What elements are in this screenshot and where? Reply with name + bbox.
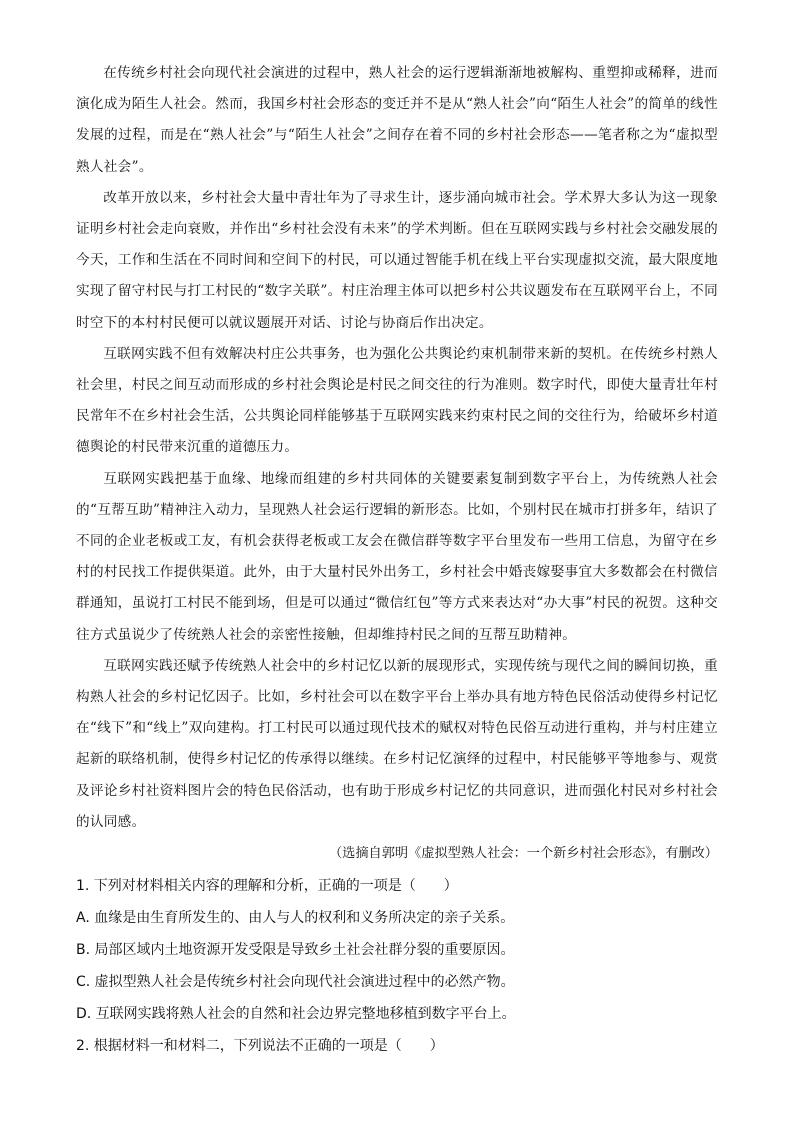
article-paragraph-3: 互联网实践不但有效解决村庄公共事务，也为强化公共舆论约束机制带来新的契机。在传统乡村熟人社会里，村民之间互动而形成的乡村社会舆论是村民之间交往的行为准则。数字时代，即使大量青壮年村民常年不在乡村社会生活，公共舆论同样能够基于互联网实践来约束村民之间的交往行为，给破坏乡村道德舆论的村民带来沉重的道德压力。	[76, 345, 718, 456]
question-1-stem: 1. 下列对材料相关内容的理解和分析，正确的一项是（ ）	[76, 878, 458, 894]
article-source: （选摘自郭明《虚拟型熟人社会：一个新乡村社会形态》，有删改）	[328, 846, 718, 862]
question-section	[76, 870, 718, 1062]
article-body	[76, 58, 718, 869]
article-paragraph-4: 互联网实践把基于血缘、地缘而组建的乡村共同体的关键要素复制到数字平台上，为传统熟人社会的“互帮互助”精神注入动力，呈现熟人社会运行逻辑的新形态。比如，个别村民在城市打拼多年，结识了不同的企业老板或工友，有机会获得老板或工友会在微信群等数字平台里发布一些用工信息，为留守在乡村的村民找工作提供渠道。此外，由于大量村民外出务工，乡村社会中婚丧嫁娶事宜大多数都会在村微信群通知，虽说打工村民不能到场，但是可以通过“微信红包”等方式来表达对“办大事”村民的祝贺。这种交往方式虽说少了传统熟人社会的亲密性接触，但却维持村民之间的互帮互助精神。	[76, 470, 718, 643]
question-1-option-a: A. 血缘是由生育所发生的、由人与人的权利和义务所决定的亲子关系。	[76, 910, 515, 926]
article-paragraph-5: 互联网实践还赋予传统熟人社会中的乡村记忆以新的展现形式，实现传统与现代之间的瞬间切换，重构熟人社会的乡村记忆因子。比如，乡村社会可以在数字平台上举办具有地方特色民俗活动使得乡村记忆在“线下”和“线上”双向建构。打工村民可以通过现代技术的赋权对特色民俗互动进行重构，并与村庄建立起新的联络机制，使得乡村记忆的传承得以继续。在乡村记忆演绎的过程中，村民能够平等地参与、观赏及评论乡村社资料图片会的特色民俗活动，也有助于形成乡村记忆的共同意识，进而强化村民对乡村社会的认同感。	[76, 657, 718, 830]
question-1-option-b: B. 局部区域内土地资源开发受限是导致乡土社会社群分裂的重要原因。	[76, 942, 515, 958]
question-2	[76, 1030, 718, 1062]
question-2-stem: 2. 根据材料一和材料二，下列说法不正确的一项是（ ）	[76, 1038, 444, 1054]
article-paragraph-1: 在传统乡村社会向现代社会演进的过程中，熟人社会的运行逻辑渐渐地被解构、重塑抑或稀释，进而演化成为陌生人社会。然而，我国乡村社会形态的变迁并不是从“熟人社会”向“陌生人社会”的简单的线性发展的过程，而是在“熟人社会”与“陌生人社会”之间存在着不同的乡村社会形态——笔者称之为“虚拟型熟人社会”。	[76, 65, 718, 175]
question-1-option-d: D. 互联网实践将熟人社会的自然和社会边界完整地移植到数字平台上。	[76, 1006, 516, 1022]
article-paragraph-2: 改革开放以来，乡村社会大量中青壮年为了寻求生计，逐步涌向城市社会。学术界大多认为这一现象证明乡村社会走向衰败，并作出“乡村社会没有未来”的学术判断。但在互联网实践与乡村社会交融发展的今天，工作和生活在不同时间和空间下的村民，可以通过智能手机在线上平台实现虚拟交流，最大限度地实现了留守村民与打工村民的“数字关联”。村庄治理主体可以把乡村公共议题发布在互联网平台上，不同时空下的本村村民便可以就议题展开对话、讨论与协商后作出决定。	[76, 189, 718, 331]
question-1	[76, 870, 718, 1030]
question-1-option-c: C. 虚拟型熟人社会是传统乡村社会向现代社会演进过程中的必然产物。	[76, 974, 515, 990]
